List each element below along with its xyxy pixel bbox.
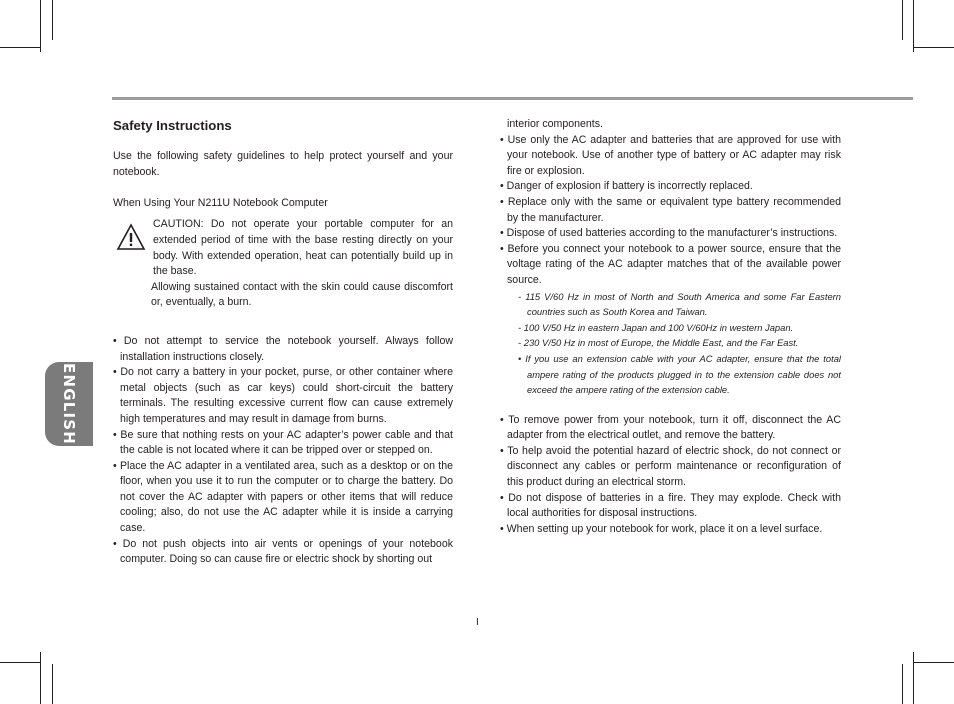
page-title: Safety Instructions bbox=[113, 118, 232, 133]
continuation-text: interior components. bbox=[507, 118, 603, 130]
left-column bbox=[113, 117, 453, 568]
crop-mark bbox=[902, 0, 903, 40]
caution-text: CAUTION: Do not operate your portable computer for an extended period of time with the base resting directly on your body. With extended operation, heat can potentially build up in the base. bbox=[153, 218, 453, 278]
crop-mark bbox=[913, 47, 954, 48]
list-item: • Danger of explosion if battery is incorrectly replaced. bbox=[500, 180, 753, 193]
right-column bbox=[500, 117, 841, 537]
list-item: • Place the AC adapter in a ventilated area, such as a desktop or on the floor, when you use it to run the computer or to charge the battery. Do not cover the AC adapter with papers or other items that will reduce cooling; also, do not use the AC adapter while it is inside a carrying case. bbox=[113, 459, 453, 535]
crop-mark bbox=[52, 0, 53, 40]
list-item: • Do not carry a battery in your pocket, purse, or other container where metal objects (such as car keys) could short-circuit the battery terminals. The resulting excessive current flow can cause extremely high temperatures and may result in damage from burns. bbox=[113, 366, 453, 425]
crop-mark bbox=[913, 652, 914, 704]
crop-mark bbox=[913, 0, 914, 52]
voltage-item: - 100 V/50 Hz in eastern Japan and 100 V/60Hz in western Japan. bbox=[518, 321, 794, 333]
header-rule bbox=[112, 97, 913, 100]
subheading: When Using Your N211U Notebook Computer bbox=[113, 196, 328, 209]
list-item: • Use only the AC adapter and batteries that are approved for use with your notebook. Use of another type of battery or AC adapter may risk fire or explosion. bbox=[500, 133, 841, 177]
intro-text: Use the following safety guidelines to help protect yourself and your notebook. bbox=[113, 150, 453, 178]
caution-block bbox=[113, 217, 453, 311]
list-item: • Do not dispose of batteries in a fire. They may explode. Check with local authorities for disposal instructions. bbox=[500, 491, 841, 520]
page-number: I bbox=[476, 617, 479, 628]
voltage-item: - 115 V/60 Hz in most of North and South America and some Far Eastern countries such as South Korea and Taiwan. bbox=[518, 290, 841, 318]
crop-mark bbox=[40, 0, 41, 52]
list-item: • Dispose of used batteries according to the manufacturer’s instructions. bbox=[500, 227, 838, 240]
crop-mark bbox=[902, 664, 903, 704]
list-item: • Do not push objects into air vents or openings of your notebook computer. Doing so can cause fire or electric shock by shorting out bbox=[113, 537, 454, 566]
voltage-item: - 230 V/50 Hz in most of Europe, the Middle East, and the Far East. bbox=[518, 337, 799, 349]
crop-mark bbox=[913, 662, 954, 663]
list-item: • Do not attempt to service the notebook yourself. Always follow installation instructions closely. bbox=[113, 334, 453, 363]
crop-mark bbox=[0, 47, 40, 48]
list-item: • To remove power from your notebook, turn it off, disconnect the AC adapter from the electrical outlet, and remove the battery. bbox=[500, 413, 841, 442]
crop-mark bbox=[52, 664, 53, 704]
language-tab bbox=[45, 362, 93, 446]
crop-mark bbox=[0, 662, 40, 663]
caution-text-2: Allowing sustained contact with the skin could cause discomfort or, eventually, a burn. bbox=[151, 280, 453, 309]
list-item: • Before you connect your notebook to a power source, ensure that the voltage rating of the AC adapter matches that of the available power source. bbox=[500, 242, 841, 286]
warning-triangle-icon bbox=[116, 223, 146, 251]
list-item: • When setting up your notebook for work, place it on a level surface. bbox=[500, 522, 823, 535]
list-item: • Replace only with the same or equivalent type battery recommended by the manufacturer. bbox=[500, 195, 841, 224]
list-item: • To help avoid the potential hazard of electric shock, do not connect or disconnect any cables or perform maintenance or reconfiguration of this product during an electrical storm. bbox=[500, 444, 841, 489]
list-item: • Be sure that nothing rests on your AC adapter’s power cable and that the cable is not located where it can be tripped over or stepped on. bbox=[113, 428, 453, 457]
crop-mark bbox=[40, 652, 41, 704]
language-tab-label: ENGLISH bbox=[60, 362, 78, 446]
extension-note: • If you use an extension cable with your AC adapter, ensure that the total ampere rating of the products plugged in to the extension cable does not exceed the ampere rating of the extension cable. bbox=[518, 352, 842, 396]
